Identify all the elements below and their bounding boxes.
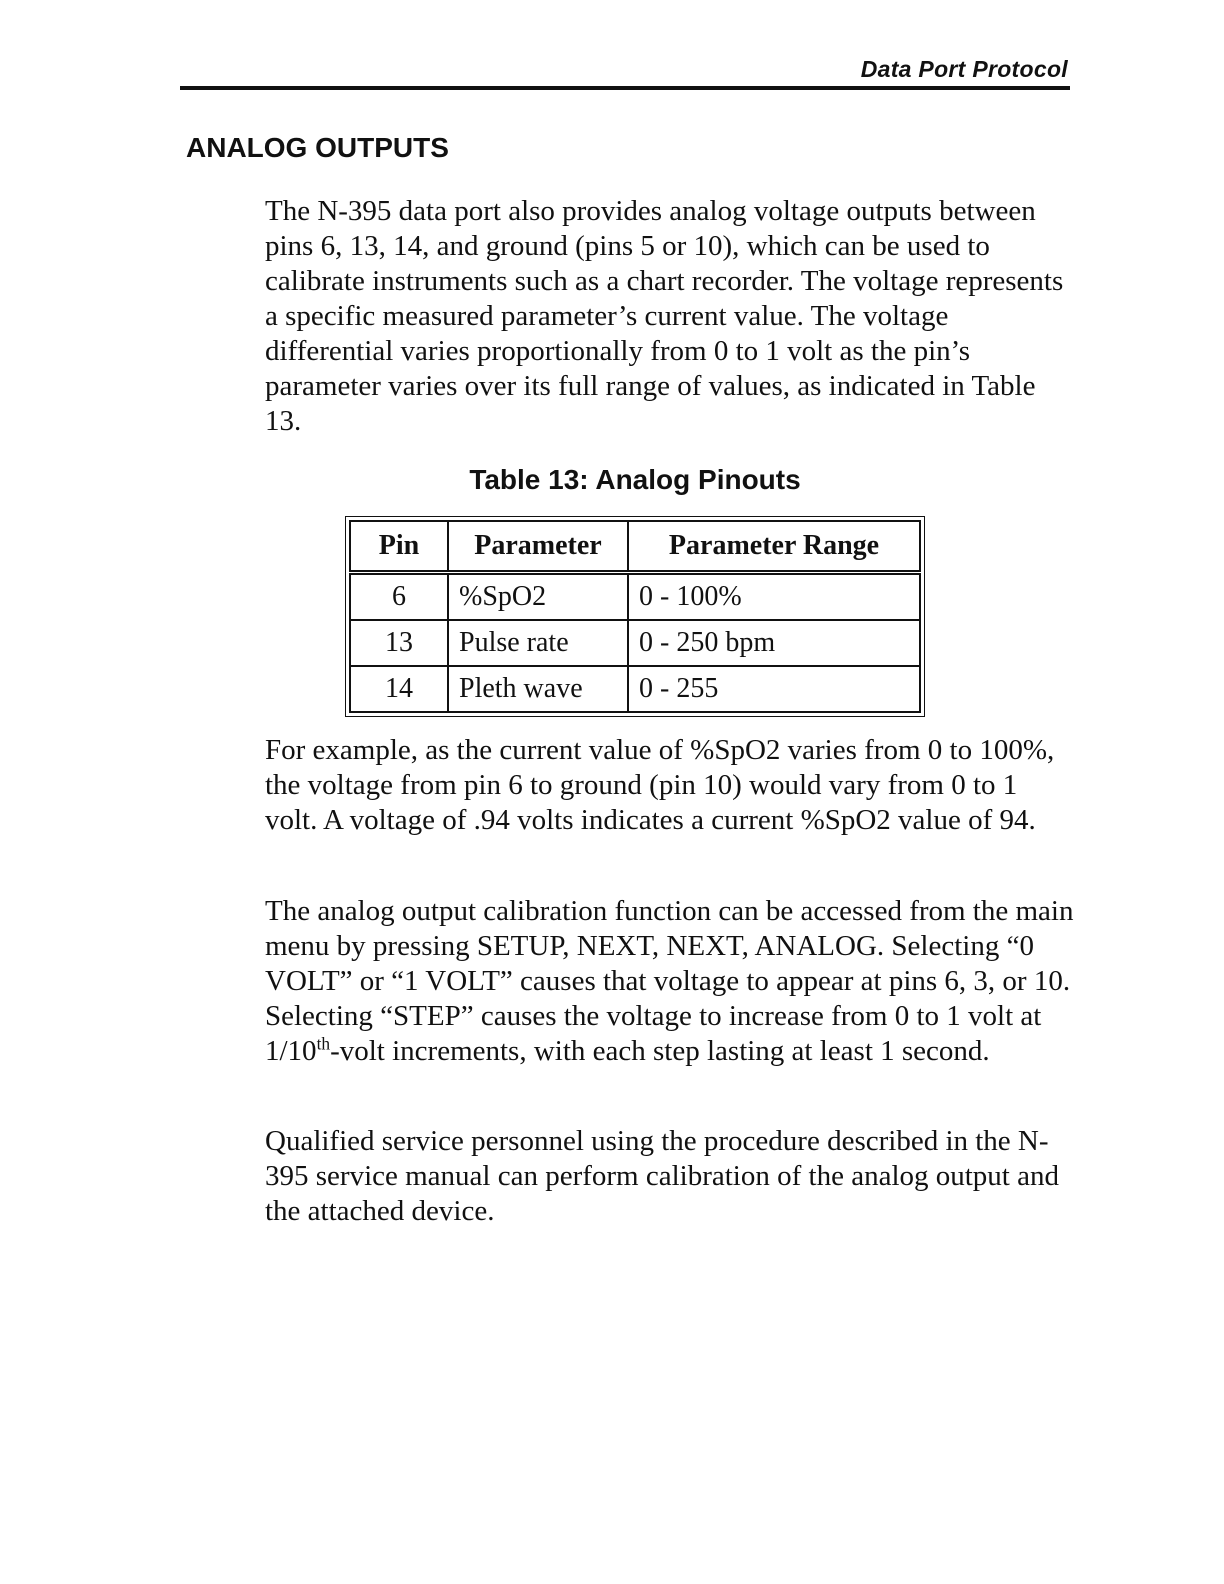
- intro-paragraph: The N-395 data port also provides analog voltage outputs between pins 6, 13, 14, and ground (pins 5 or 10), which can be used to calibrate instruments such as a chart recorder. The voltage represents a specific measured parameter’s current value. The voltage differential varies proportionally from 0 to 1 volt as the pin’s parameter varies over its full range of values, as indicated in Table 13.: [265, 195, 1064, 437]
- section-heading: ANALOG OUTPUTS: [186, 132, 449, 163]
- service-paragraph: Qualified service personnel using the procedure described in the N-395 service manual can perform calibration of the analog output and the attached device.: [265, 1125, 1059, 1227]
- header-title: Data Port Protocol: [860, 56, 1068, 82]
- parameter-cell: Pleth wave: [448, 666, 628, 712]
- table-header-row: [350, 521, 920, 573]
- table-row: [350, 573, 920, 621]
- column-header-range: Parameter Range: [628, 521, 920, 573]
- analog-pinouts-table: [345, 516, 925, 717]
- column-header-parameter: Parameter: [448, 521, 628, 573]
- calibration-paragraph: [265, 894, 1075, 1069]
- calibration-text-part2: -volt increments, with each step lasting at least 1 second.: [330, 1035, 990, 1067]
- pin-cell: 6: [350, 573, 448, 621]
- pin-table: [349, 520, 921, 713]
- range-cell: 0 - 100%: [628, 573, 920, 621]
- table-row: [350, 666, 920, 712]
- ordinal-superscript: th: [316, 1033, 331, 1054]
- header-rule: [180, 86, 1070, 90]
- example-paragraph: For example, as the current value of %SpO2 varies from 0 to 100%, the voltage from pin 6 to ground (pin 10) would vary from 0 to 1 volt. A voltage of .94 volts indicates a current %SpO2 value of 94.: [265, 734, 1055, 836]
- table-row: [350, 620, 920, 666]
- parameter-cell: Pulse rate: [448, 620, 628, 666]
- range-cell: 0 - 255: [628, 666, 920, 712]
- column-header-pin: Pin: [350, 521, 448, 573]
- pin-cell: 14: [350, 666, 448, 712]
- range-cell: 0 - 250 bpm: [628, 620, 920, 666]
- parameter-cell: %SpO2: [448, 573, 628, 621]
- calibration-text-part1: The analog output calibration function can be accessed from the main menu by pressing SETUP, NEXT, NEXT, ANALOG. Selecting “0 VOLT” or “1 VOLT” causes that voltage to appear at pins 6, 3, or 10. Selecting “STEP” causes the voltage to increase from 0 to 1 volt at 1/10: [265, 895, 1074, 1067]
- pin-cell: 13: [350, 620, 448, 666]
- table-caption: Table 13: Analog Pinouts: [469, 464, 801, 495]
